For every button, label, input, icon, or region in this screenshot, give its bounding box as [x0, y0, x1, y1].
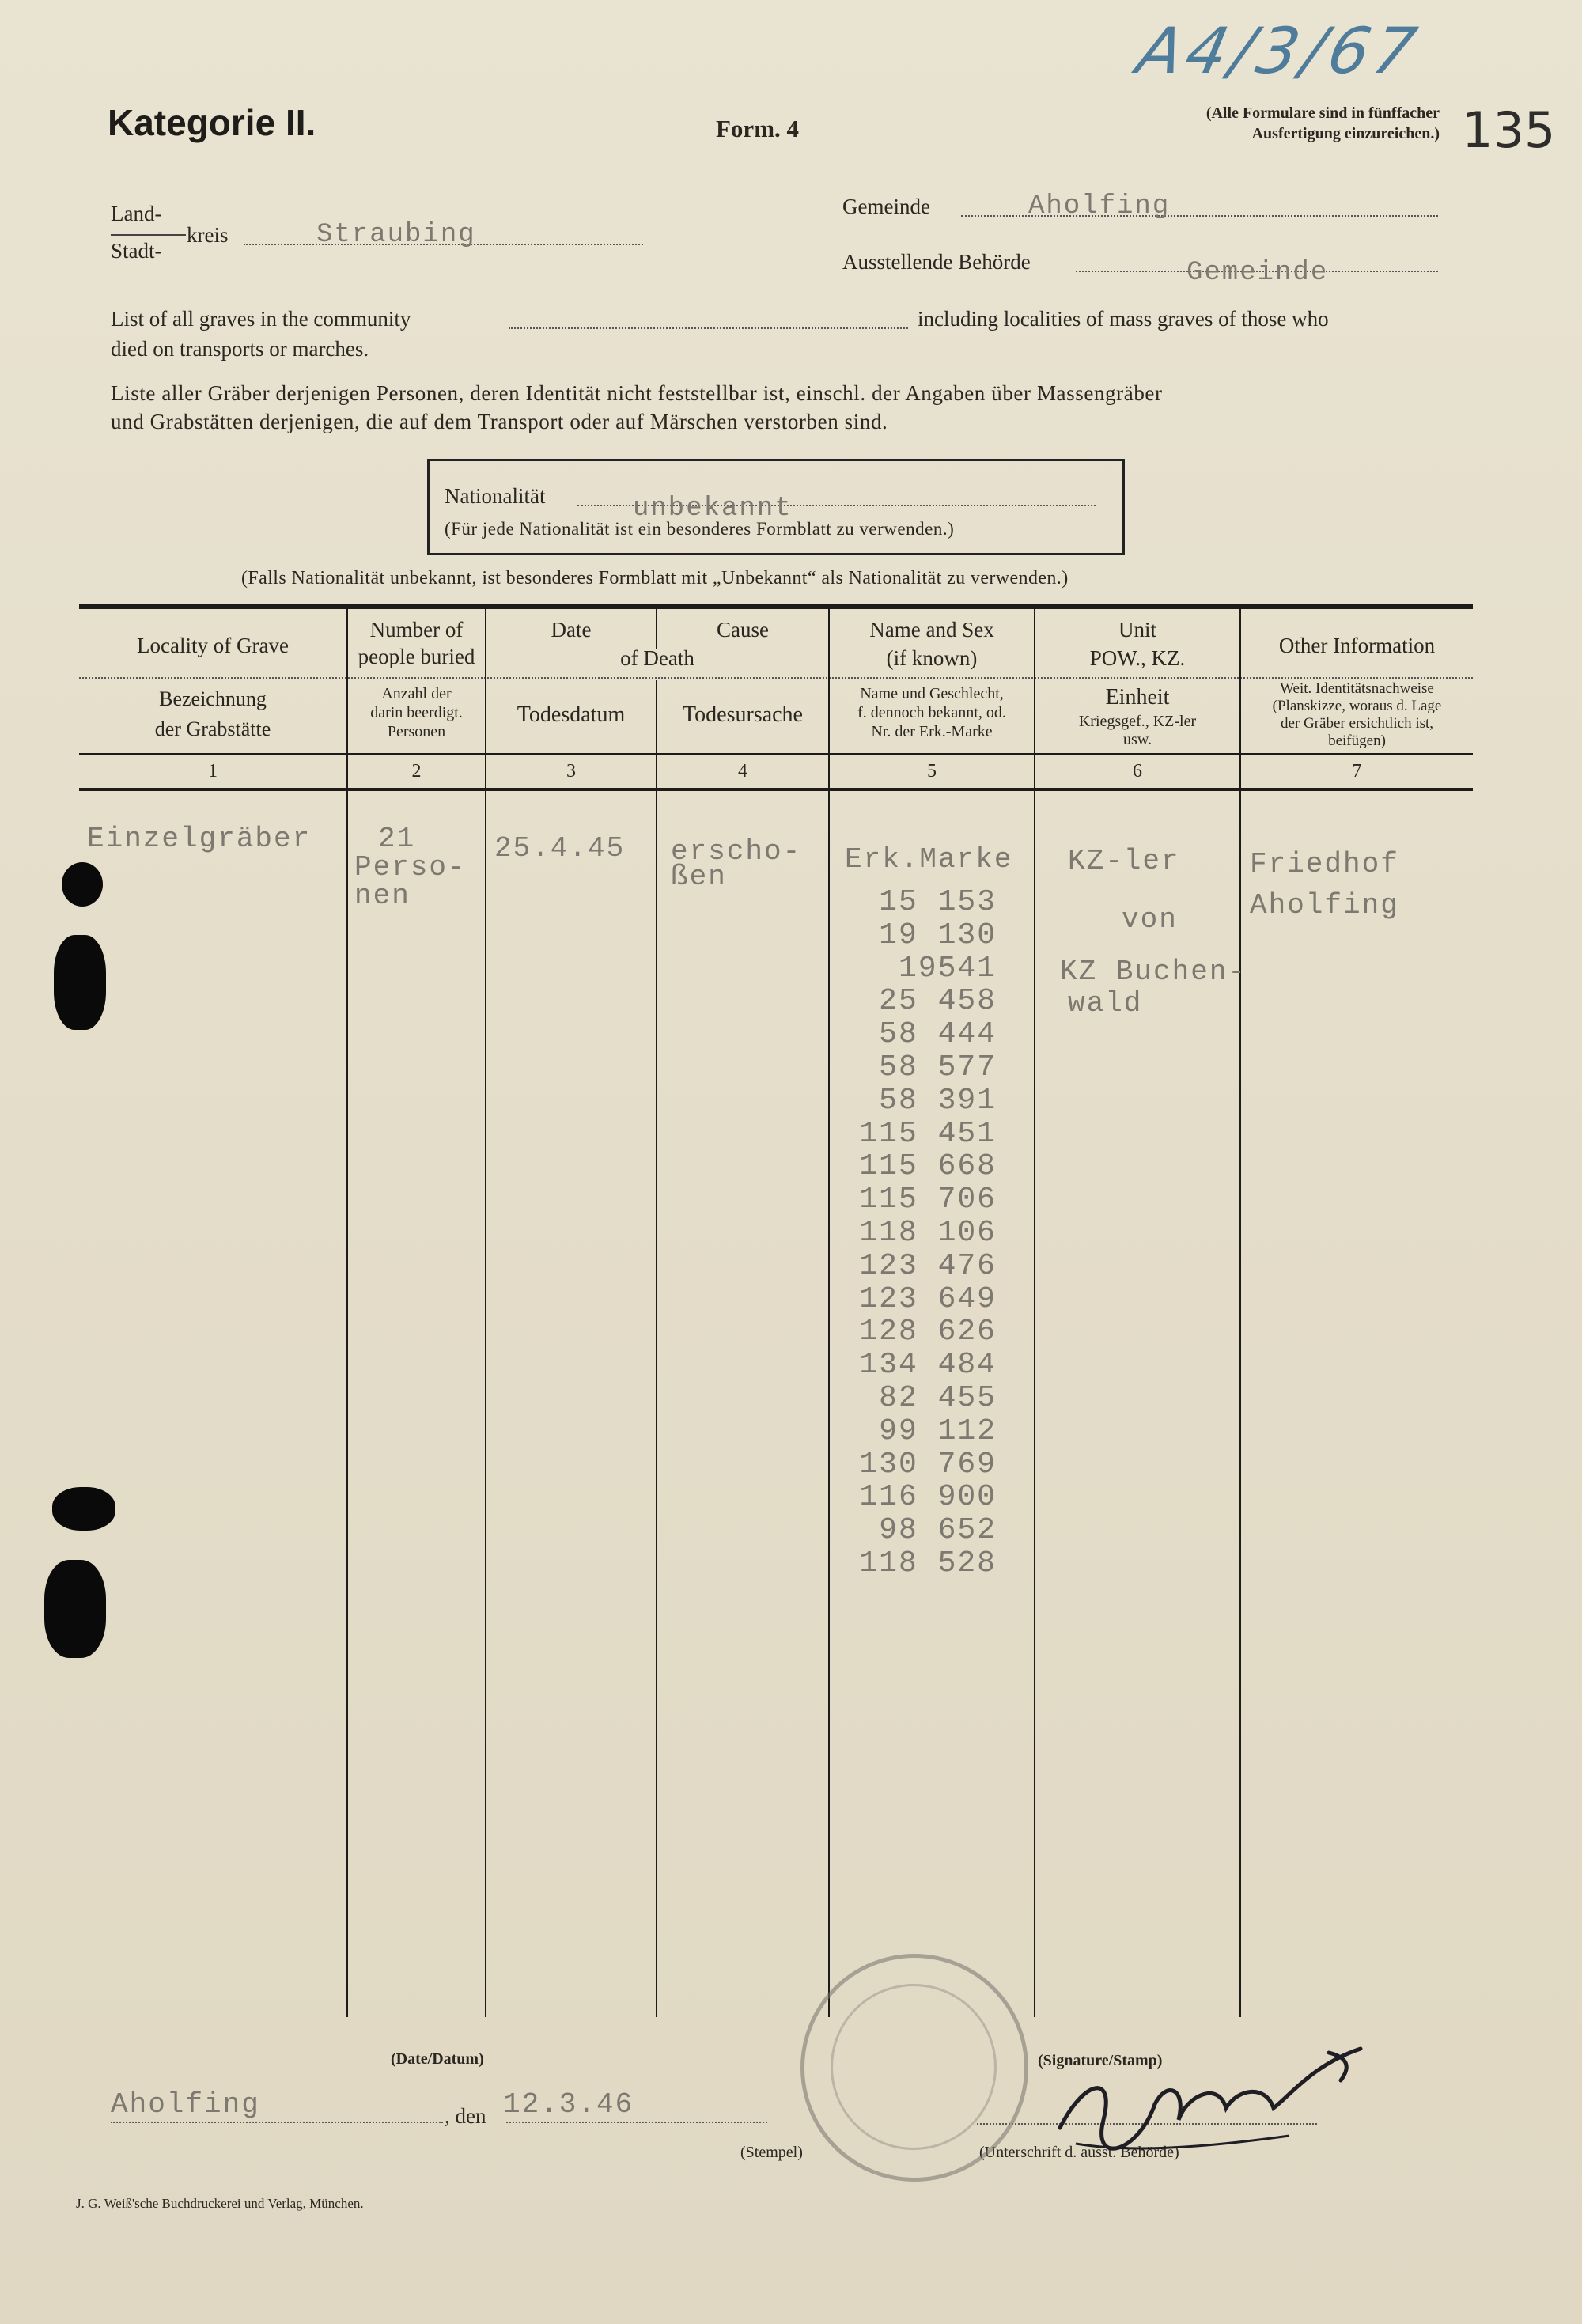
stempel-label: (Stempel): [740, 2144, 803, 2161]
stadt-label: Stadt-: [111, 239, 162, 263]
row-cause-b: ßen: [671, 861, 727, 893]
erk-number-16: 82 455: [879, 1380, 997, 1415]
colnum-4: 4: [738, 761, 747, 782]
erk-number-10: 115 706: [859, 1183, 997, 1217]
erk-number-2: 19 130: [879, 918, 997, 952]
land-stadt-divider: [111, 234, 186, 236]
table-header-divider: [79, 753, 1473, 755]
header-number-de-c: Personen: [387, 723, 446, 740]
instruction-en-2: died on transports or marches.: [111, 337, 369, 361]
header-number-de-a: Anzahl der: [381, 685, 452, 702]
colnum-5: 5: [927, 761, 937, 782]
header-other-de-b: (Planskizze, woraus d. Lage: [1272, 698, 1442, 714]
table-top-border: [79, 604, 1473, 609]
instruction-en-1b: including localities of mass graves of those who: [918, 307, 1329, 331]
header-other-de-a: Weit. Identitätsnachweise: [1280, 680, 1434, 697]
signature-label: (Signature/Stamp): [1038, 2052, 1163, 2069]
erk-number-11: 118 106: [859, 1215, 997, 1250]
erk-number-1: 15 153: [879, 885, 997, 919]
row-unit-c: KZ Buchen-: [1060, 956, 1247, 988]
row-unit-a: KZ-ler: [1068, 845, 1180, 877]
category-title: Kategorie II.: [108, 102, 316, 143]
header-number-en-b: people buried: [358, 645, 475, 668]
header-date-de: Todesdatum: [517, 702, 626, 727]
instruction-de-2: und Grabstätten derjenigen, die auf dem Transport oder auf Märschen verstorben sind.: [111, 410, 888, 433]
colnum-1: 1: [208, 761, 218, 782]
col-divider-6: [1239, 609, 1241, 2017]
erk-number-12: 123 476: [859, 1248, 997, 1283]
erk-number-21: 118 528: [859, 1546, 997, 1580]
col-divider-2: [485, 609, 486, 2017]
nationality-value: unbekannt: [633, 494, 793, 524]
header-name-de-a: Name und Geschlecht,: [860, 685, 1004, 702]
erk-number-3: 19541: [898, 951, 997, 986]
header-unit-de-b: Kriegsgef., KZ-ler: [1078, 713, 1197, 730]
row-number-b: Perso-: [354, 851, 467, 884]
official-stamp-inner-ring: [831, 1984, 997, 2150]
erk-number-20: 98 652: [879, 1513, 997, 1548]
header-date-en: Date: [551, 618, 592, 642]
erk-number-list: [854, 886, 997, 1580]
punch-hole-mark: [54, 935, 106, 1030]
kreis-label: kreis: [187, 223, 229, 247]
land-label: Land-: [111, 202, 162, 225]
header-cause-de: Todesursache: [683, 702, 803, 727]
instruction-en-1a: List of all graves in the community: [111, 307, 411, 331]
gemeinde-value: Aholfing: [1028, 191, 1171, 221]
footer-place: Aholfing: [111, 2088, 260, 2121]
community-line: [509, 308, 908, 329]
footer-date-value: 12.3.46: [503, 2088, 634, 2121]
col-divider-4: [828, 609, 830, 2017]
col-divider-1: [346, 609, 348, 2017]
table-colnum-divider: [79, 788, 1473, 791]
erk-number-14: 128 626: [859, 1315, 997, 1349]
erk-number-15: 134 484: [859, 1348, 997, 1383]
header-other-de-d: beifügen): [1328, 732, 1386, 749]
header-unit-en-a: Unit: [1118, 618, 1156, 642]
punch-hole-mark: [52, 1487, 115, 1531]
form-number: Form. 4: [716, 115, 800, 142]
header-locality-en: Locality of Grave: [137, 634, 289, 657]
row-other-a: Friedhof: [1250, 848, 1399, 880]
header-locality-de-b: der Grabstätte: [154, 717, 271, 740]
erk-number-6: 58 577: [879, 1050, 997, 1084]
colnum-2: 2: [411, 761, 422, 782]
nationality-note: (Für jede Nationalität ist ein besonderes Formblatt zu verwenden.): [445, 519, 955, 539]
printer-imprint: J. G. Weiß'sche Buchdruckerei und Verlag, München.: [76, 2196, 364, 2211]
erk-number-5: 58 444: [879, 1017, 997, 1052]
erk-number-18: 130 769: [859, 1447, 997, 1482]
col-divider-3: [656, 680, 657, 2017]
archive-reference: A4/3/67: [1131, 14, 1428, 88]
instruction-de-1: Liste aller Gräber derjenigen Personen, deren Identität nicht feststellbar ist, einschl. der Angaben über Massengräber: [111, 381, 1163, 405]
behoerde-label: Ausstellende Behörde: [842, 250, 1031, 274]
row-number-c: nen: [354, 880, 411, 912]
header-other-en: Other Information: [1278, 634, 1436, 657]
unterschrift-label: (Unterschrift d. ausst. Behörde): [979, 2144, 1179, 2161]
punch-hole-mark: [62, 862, 103, 907]
copies-note: (Alle Formulare sind in fünffacher Ausfertigung einzureichen.): [1205, 104, 1440, 142]
header-name-en-a: Name and Sex: [869, 618, 994, 642]
row-number-a: 21: [378, 823, 416, 855]
erk-number-17: 99 112: [879, 1414, 997, 1448]
header-other-de-c: der Gräber ersichtlich ist,: [1280, 715, 1434, 732]
footer-den: , den: [445, 2104, 486, 2128]
header-name-en-b: (if known): [886, 646, 978, 670]
colnum-3: 3: [566, 761, 576, 782]
erk-number-7: 58 391: [879, 1083, 997, 1118]
header-number-en-a: Number of: [369, 618, 464, 642]
header-unit-de-c: usw.: [1123, 731, 1152, 748]
row-locality: Einzelgräber: [87, 823, 312, 855]
page-number: 135: [1462, 101, 1556, 159]
header-unit-en-b: POW., KZ.: [1089, 646, 1186, 670]
header-cause-en: Cause: [717, 618, 769, 642]
nationality-footnote: (Falls Nationalität unbekannt, ist besonderes Formblatt mit „Unbekannt“ als Nationalität zu verwenden.): [241, 568, 1069, 589]
header-name-de-b: f. dennoch bekannt, od.: [857, 704, 1006, 721]
header-of-death-en: of Death: [620, 646, 694, 670]
date-label: (Date/Datum): [391, 2050, 484, 2068]
row-unit-d: wald: [1068, 987, 1143, 1020]
header-number-de-b: darin beerdigt.: [370, 704, 463, 721]
erk-number-19: 116 900: [859, 1480, 997, 1515]
nationality-label: Nationalität: [445, 484, 546, 508]
signature-scribble: [1028, 2033, 1376, 2167]
erk-number-9: 115 668: [859, 1149, 997, 1184]
gemeinde-label: Gemeinde: [842, 195, 930, 218]
header-name-de-c: Nr. der Erk.-Marke: [871, 723, 993, 740]
row-name-header: Erk.Marke: [845, 843, 1013, 876]
table-header-dotted-divider: [79, 677, 1473, 679]
header-unit-de-a: Einheit: [1105, 685, 1170, 710]
colnum-7: 7: [1352, 761, 1362, 782]
erk-number-4: 25 458: [879, 984, 997, 1019]
erk-number-8: 115 451: [859, 1116, 997, 1151]
behoerde-value: Gemeinde: [1186, 258, 1329, 288]
col-divider-5: [1034, 609, 1035, 2017]
erk-number-13: 123 649: [859, 1281, 997, 1316]
row-unit-b: von: [1122, 903, 1178, 936]
colnum-6: 6: [1133, 761, 1142, 782]
row-cause-a: erscho-: [671, 835, 802, 868]
kreis-value: Straubing: [316, 220, 476, 250]
row-other-b: Aholfing: [1250, 889, 1399, 922]
punch-hole-mark: [44, 1560, 106, 1658]
header-locality-de-a: Bezeichnung: [159, 687, 267, 710]
row-date: 25.4.45: [494, 832, 626, 865]
